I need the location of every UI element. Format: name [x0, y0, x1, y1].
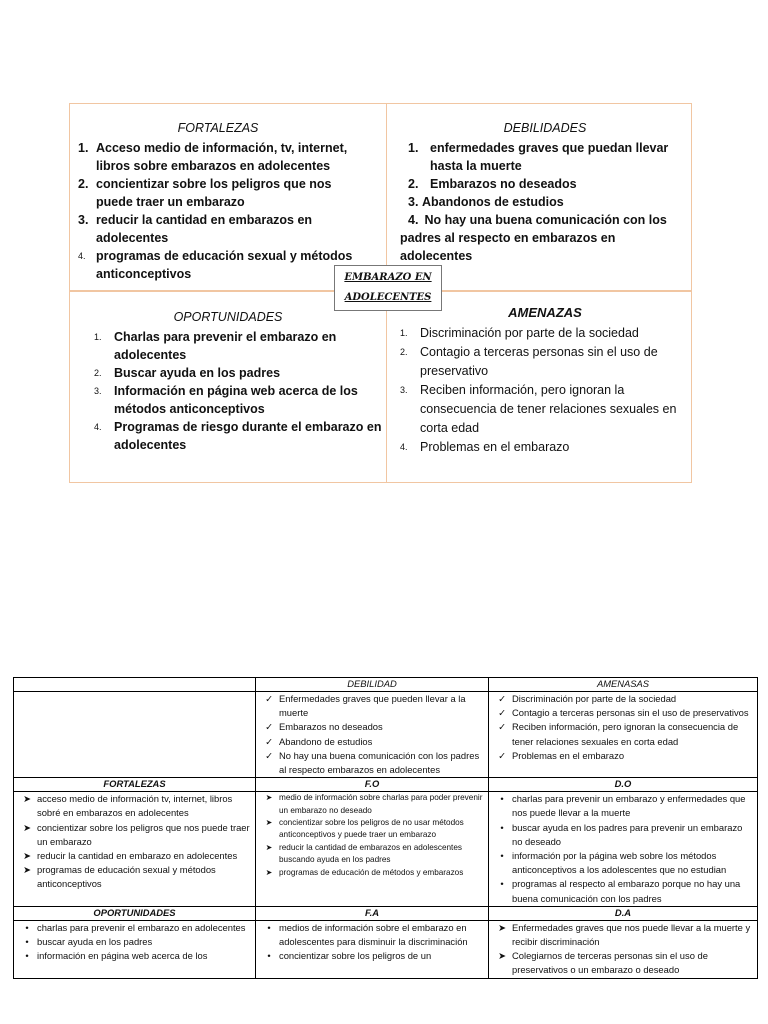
list-item: ➤ reducir la cantidad de embarazos en adolescentes buscando ayuda en los padres	[265, 842, 462, 865]
da-cell	[489, 920, 758, 978]
strategy-table	[13, 677, 758, 979]
list-item: ✓ Embarazos no deseados	[265, 721, 383, 733]
list-item: ➤ reducir la cantidad en embarazo en adolecentes	[23, 850, 238, 862]
list-item: ✓ Discriminación por parte de la sociedad	[498, 693, 677, 704]
header-cell: D.O	[489, 778, 758, 792]
list-item: • medios de información sobre el embarazo en adolescentes para disminuir la discriminación	[267, 921, 468, 948]
list-item: 1. Acceso medio de información, tv, internet, libros sobre embarazos en adolecentes	[78, 141, 348, 173]
oportunidades-title: OPORTUNIDADES	[173, 310, 283, 324]
list-item: • concientizar sobre los peligros de un	[267, 950, 432, 962]
list-item: ✓ Contagio a terceras personas sin el uso de preservativos	[498, 707, 749, 719]
debilidades-quadrant	[400, 119, 690, 265]
list-item: ➤ programas de educación de métodos y embarazos	[265, 867, 464, 877]
center-label-line-1: EMBARAZO EN	[344, 272, 432, 283]
list-item: ✓ Abandono de estudios	[265, 735, 373, 747]
center-label-line-2: ADOLECENTES	[344, 292, 432, 303]
list-item: 3. reducir la cantidad en embarazos en adolecentes	[78, 213, 313, 245]
list-item: 3. Información en página web acerca de los métodos anticonceptivos	[94, 384, 358, 416]
list-item: • información en página web acerca de los	[25, 950, 208, 962]
list-item: 4. Programas de riesgo durante el embarazo en adolecentes	[94, 420, 382, 452]
list-item: • charlas para prevenir el embarazo en adolecentes	[25, 921, 246, 933]
table-row	[14, 692, 758, 778]
list-item: • buscar ayuda en los padres para prevenir un embarazo no deseado	[500, 821, 743, 847]
list-item: • información por la página web sobre los métodos anticonceptivos a los adolescentes que no estudian	[500, 850, 727, 876]
list-item: ➤ programas de educación sexual y métodos anticonceptivos	[23, 864, 216, 890]
list-item: • buscar ayuda en los padres	[25, 936, 153, 948]
header-cell: F.A	[256, 906, 489, 920]
do-cell	[489, 792, 758, 907]
table-row	[14, 792, 758, 907]
foda-matrix	[69, 103, 692, 483]
list-item: 3. Reciben información, pero ignoran la consecuencia de tener relaciones sexuales en corta edad	[400, 383, 677, 435]
list-item: 2. concientizar sobre los peligros que nos puede traer un embarazo	[78, 177, 332, 209]
oportunidades-list	[94, 328, 382, 454]
oportunidades-quadrant	[94, 308, 382, 454]
debilidades-list	[400, 139, 690, 265]
list-item: 1. enfermedades graves que puedan llevar hasta la muerte	[408, 141, 669, 173]
list-item: 2. Embarazos no deseados	[408, 177, 577, 191]
header-cell: FORTALEZAS	[14, 778, 256, 792]
table-row	[14, 920, 758, 978]
header-cell: DEBILIDAD	[256, 678, 489, 692]
list-item: 2. Buscar ayuda en los padres	[94, 366, 281, 380]
list-item: ➤ acceso medio de información tv, internet, libros sobré en embarazos en adolecentes	[23, 793, 233, 819]
fa-cell	[256, 920, 489, 978]
list-item: 2. Contagio a terceras personas sin el uso de preservativo	[400, 345, 658, 378]
fortalezas-quadrant	[78, 119, 358, 283]
list-item: 4. programas de educación sexual y métodos anticonceptivos	[78, 249, 353, 281]
list-item: ➤ medio de información sobre charlas para poder prevenir un embarazo no deseado	[265, 793, 483, 815]
list-item: ✓ No hay una buena comunicación con los padres al respecto embarazos en adolecentes	[265, 749, 480, 776]
fortalezas-list	[78, 139, 358, 283]
amenasas-cell	[489, 692, 758, 778]
list-item: ➤ Colegiarnos de terceras personas sin el uso de preservativos o un embarazo o deseado	[498, 950, 708, 976]
empty-cell	[14, 692, 256, 778]
list-item: 3. Abandonos de estudios	[408, 195, 564, 209]
list-item: • charlas para prevenir un embarazo y enfermedades que nos puede llevar a la muerte	[500, 793, 746, 819]
list-item: ✓ Enfermedades graves que pueden llevar a la muerte	[265, 693, 466, 719]
table-row	[14, 906, 758, 920]
list-item: 4. No hay una buena comunicación con los padres al respecto en embarazos en adolecentes	[400, 213, 667, 263]
debilidad-cell	[256, 692, 489, 778]
center-topic-label	[334, 265, 442, 311]
list-item: ➤ concientizar sobre los peligros de no usar métodos anticonceptivos y puede traer un embarazo	[265, 818, 464, 840]
debilidades-title: DEBILIDADES	[503, 121, 587, 135]
amenazas-list	[400, 324, 690, 457]
list-item: ➤ Enfermedades graves que nos puede llevar a la muerte y recibir discriminación	[498, 921, 751, 948]
table-row	[14, 778, 758, 792]
header-cell: OPORTUNIDADES	[14, 906, 256, 920]
amenazas-quadrant	[400, 304, 690, 457]
list-item: • programas al respecto al embarazo porque no hay una buena comunicación con los padres	[500, 878, 741, 904]
header-cell: AMENASAS	[489, 678, 758, 692]
list-item: 4. Problemas en el embarazo	[400, 440, 570, 454]
amenazas-title: AMENAZAS	[508, 305, 582, 320]
list-item: ✓ Reciben información, pero ignoran la consecuencia de tener relaciones sexuales en corta edad	[498, 721, 739, 747]
list-item: ✓ Problemas en el embarazo	[498, 749, 625, 761]
fortalezas-cell	[14, 792, 256, 907]
table-row	[14, 678, 758, 692]
header-cell: F.O	[256, 778, 489, 792]
fo-cell	[256, 792, 489, 907]
list-item: 1. Charlas para prevenir el embarazo en adolecentes	[94, 330, 337, 362]
header-cell: D.A	[489, 906, 758, 920]
fortalezas-title: FORTALEZAS	[177, 121, 259, 135]
header-cell	[14, 678, 256, 692]
list-item: 1. Discriminación por parte de la sociedad	[400, 326, 639, 340]
list-item: ➤ concientizar sobre los peligros que nos puede traer un embarazo	[23, 821, 250, 847]
oportunidades-cell	[14, 920, 256, 978]
